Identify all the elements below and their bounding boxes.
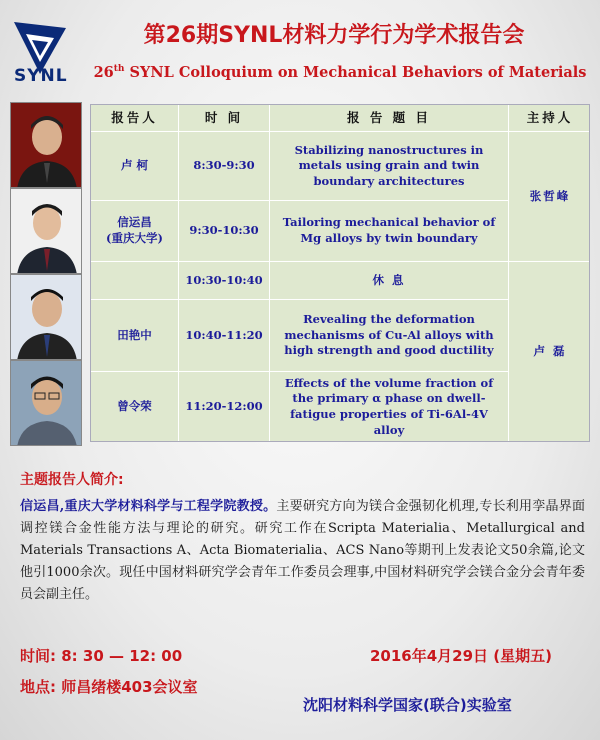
host-name: 张哲峰 xyxy=(529,188,571,203)
speaker-name: 卢 柯 xyxy=(120,158,148,173)
host-name: 卢 磊 xyxy=(533,344,567,359)
header-speaker: 报告人 xyxy=(111,109,158,125)
organizer: 沈阳材料科学国家(联合)实验室 xyxy=(303,696,512,714)
talk-title: Tailoring mechanical behavior of Mg alloys by twin boundary xyxy=(282,215,496,245)
speaker-photos xyxy=(10,102,82,446)
title-chinese: 第26期SYNL材料力学行为学术报告会 xyxy=(143,23,525,48)
bio-heading: 主题报告人简介: xyxy=(20,472,124,488)
title-english: 26th SYNL Colloquium on Mechanical Behaviors of Materials xyxy=(93,64,587,81)
speaker-name: 信运昌 (重庆大学) xyxy=(106,215,163,245)
speaker-photo-3 xyxy=(10,274,82,360)
talk-title: Stabilizing nanostructures in metals using grain and twin boundary architectures xyxy=(294,142,484,188)
logo-text: SYNL xyxy=(14,66,68,86)
talk-title: Revealing the deformation mechanisms of Cu-Al alloys with high strength and good ductility xyxy=(284,312,494,358)
event-time: 时间: 8: 30 — 12: 00 xyxy=(20,647,183,665)
bio-body: 主要研究方向为镁合金强韧化机理,专长利用孪晶界面调控镁合金性能方法与理论的研究。研究工作在Scripta Materialia、Metallurgical and Materials Transactions A、Acta Biomaterialia、ACS Nano等期刊上发表论文50余篇,论文他引1000余次。现任中国材料研究学会青年工作委员会理事,中国材料研究学会镁合金分会青年委员会副主任。 xyxy=(20,499,586,602)
bio-text xyxy=(20,496,585,606)
event-place: 地点: 师昌绪楼403会议室 xyxy=(20,678,198,696)
talk-title: Effects of the volume fraction of the primary α phase on dwell-fatigue properties of Ti-6Al-4V alloy xyxy=(284,375,494,437)
bio-lead: 信运昌,重庆大学材料科学与工程学院教授。 xyxy=(20,499,277,514)
header-host: 主持人 xyxy=(526,109,574,125)
break-time: 10:30-10:40 xyxy=(185,272,263,287)
talk-time: 10:40-11:20 xyxy=(185,327,263,342)
speaker-name: 田艳中 xyxy=(117,327,152,342)
speaker-name: 曾令荣 xyxy=(117,399,152,414)
speaker-photo-1 xyxy=(10,102,82,188)
table-header-row xyxy=(91,105,589,131)
speaker-name xyxy=(91,262,178,299)
event-date: 2016年4月29日 (星期五) xyxy=(370,647,552,665)
header-time: 时 间 xyxy=(204,109,244,125)
break-label: 休 息 xyxy=(372,272,406,287)
schedule-table xyxy=(90,104,590,442)
talk-time: 11:20-12:00 xyxy=(185,399,263,414)
talk-time: 9:30-10:30 xyxy=(189,223,259,238)
header-title: 报 告 题 目 xyxy=(346,109,432,125)
talk-time: 8:30-9:30 xyxy=(193,158,255,173)
speaker-photo-4 xyxy=(10,360,82,446)
speaker-photo-2 xyxy=(10,188,82,274)
